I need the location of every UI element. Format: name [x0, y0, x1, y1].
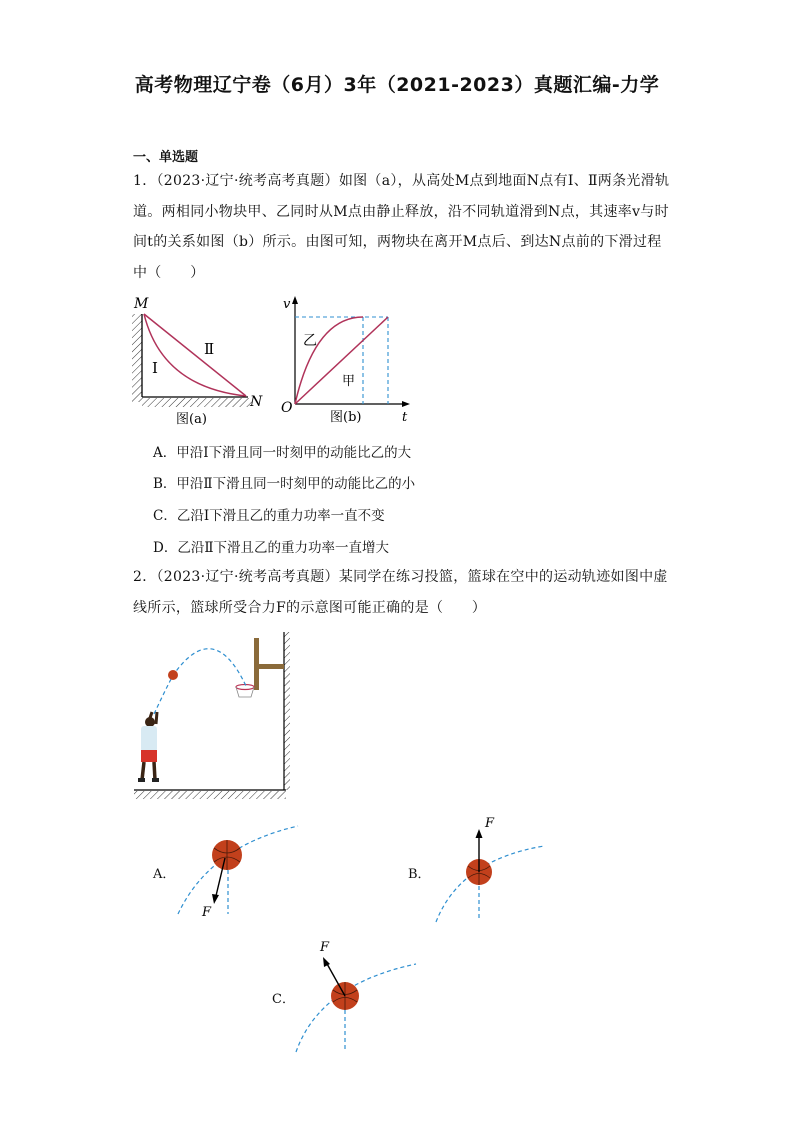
- q1-option-d[interactable]: D．乙沿Ⅱ下滑且乙的重力功率一直增大: [153, 540, 389, 556]
- trajectory-dashed: [296, 964, 416, 1052]
- floor-hatch: [134, 791, 286, 799]
- figure-b-vt-graph: [278, 292, 418, 427]
- page-title: 高考物理辽宁卷（6月）3年（2021-2023）真题汇编-力学: [134, 74, 660, 96]
- q1-option-c[interactable]: C．乙沿Ⅰ下滑且乙的重力功率一直不变: [153, 508, 385, 524]
- q2-option-b-label[interactable]: B．: [408, 867, 431, 882]
- q1-option-b[interactable]: B．甲沿Ⅱ下滑且同一时刻甲的动能比乙的小: [153, 476, 416, 492]
- force-label: F: [485, 816, 495, 831]
- caption-a: 图(a): [176, 412, 207, 427]
- label-M: M: [134, 296, 149, 312]
- player-icon: [138, 712, 159, 782]
- basketball-scene: [130, 628, 290, 803]
- section-heading: 一、单选题: [133, 150, 199, 165]
- label-v: v: [283, 297, 291, 312]
- figure-a-tracks: [128, 292, 273, 427]
- trajectory-dashed: [178, 826, 298, 914]
- caption-b: 图(b): [330, 410, 362, 425]
- ground-hatch: [142, 398, 252, 407]
- wall-hatch: [284, 632, 290, 790]
- ball-trajectory: [154, 649, 246, 714]
- question-1-text: 1．（2023·辽宁·统考高考真题）如图（a），从高处M点到地面N点有Ⅰ、Ⅱ两条光滑轨道。两相同小物块甲、乙同时从M点由静止释放，沿不同轨道滑到N点，其速率v与时间t的关系如图（b）所示。由图可知，两物块在离开M点后、到达N点前的下滑过程中（ ）: [133, 173, 670, 281]
- question-2-text: 2．（2023·辽宁·统考高考真题）某同学在练习投篮，篮球在空中的运动轨迹如图中虚线所示，篮球所受合力F的示意图可能正确的是（ ）: [133, 569, 668, 616]
- label-I: Ⅰ: [152, 359, 158, 377]
- label-t: t: [402, 410, 408, 425]
- curve-yi: [295, 317, 363, 404]
- hoop-support: [259, 664, 284, 669]
- label-yi: 乙: [303, 333, 317, 349]
- backboard: [254, 638, 259, 690]
- force-label: F: [202, 905, 212, 920]
- q2-option-a-diagram[interactable]: [170, 818, 305, 923]
- q1-option-a[interactable]: A．甲沿Ⅰ下滑且同一时刻甲的动能比乙的大: [153, 445, 412, 461]
- basketball-icon: [168, 670, 178, 680]
- label-jia: 甲: [342, 374, 356, 389]
- q2-option-c-diagram[interactable]: [290, 934, 420, 1056]
- wall-hatch: [132, 314, 142, 402]
- track-II: [144, 314, 246, 396]
- q2-option-a-label[interactable]: A．: [153, 867, 176, 882]
- q2-option-c-label[interactable]: C．: [272, 992, 295, 1007]
- q2-option-b-diagram[interactable]: [430, 810, 550, 928]
- label-N: N: [250, 394, 263, 410]
- force-label: F: [320, 940, 330, 955]
- trajectory-dashed: [436, 846, 544, 922]
- label-II: Ⅱ: [204, 340, 215, 358]
- label-O: O: [281, 400, 293, 416]
